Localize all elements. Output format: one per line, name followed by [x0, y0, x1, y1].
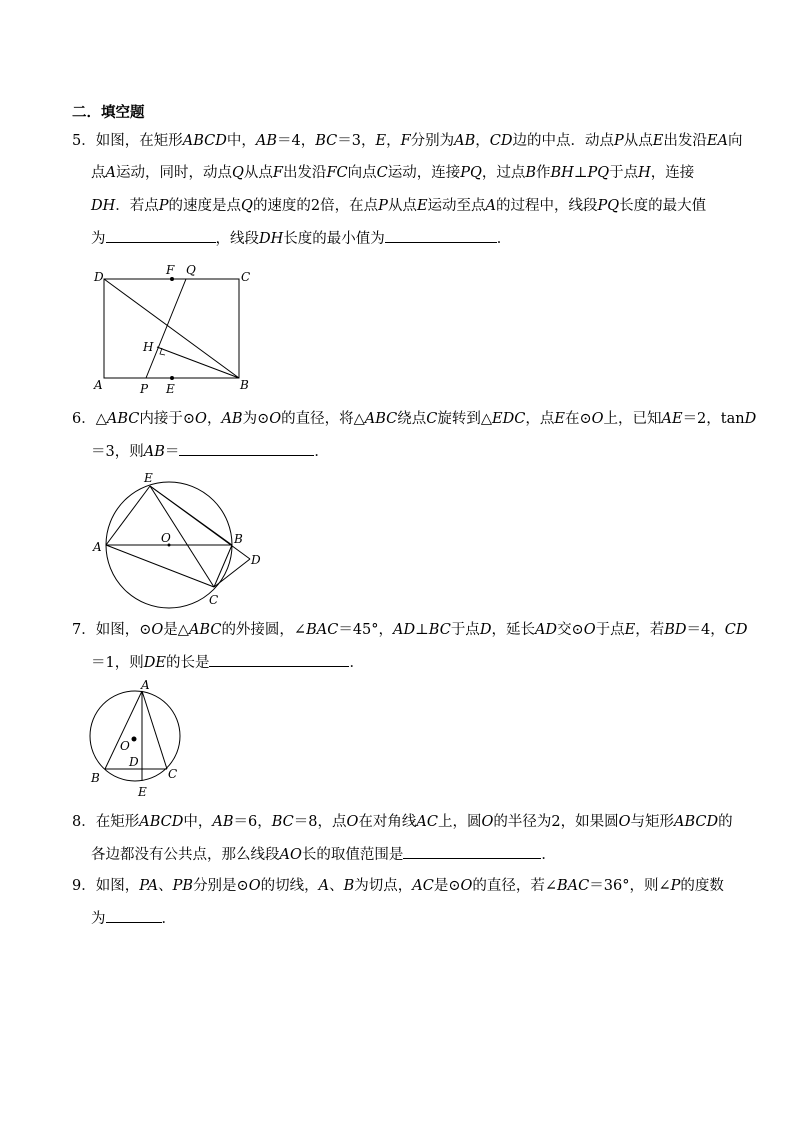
point-f-dot [170, 277, 174, 281]
q8-l1-s8: 在对角线 [358, 814, 417, 830]
q7-l1-s5: BAC [306, 622, 339, 638]
q7-l1-s11: D [479, 622, 492, 638]
q8-l1-s6: ＝8，点 [293, 814, 347, 830]
label-p: P [140, 382, 149, 396]
q8-l1-s3: AB [212, 814, 234, 830]
q5-l1-s4: ＝4， [277, 133, 316, 149]
q7-l1-s16: 于点 [595, 622, 625, 638]
q6-l1-s16: 在⊙ [564, 411, 592, 427]
q5-l2-s6: 出发沿 [282, 165, 327, 181]
q7-line-2 [91, 652, 364, 673]
q7-l2-s4: ． [349, 655, 364, 671]
label-a: A [93, 540, 102, 554]
q6-l1-s1: ABC [106, 411, 140, 427]
q6-line-1 [72, 409, 756, 429]
q5-l1-s11: AB [454, 133, 476, 149]
q5-l2-s18: 于点 [609, 165, 639, 181]
q5-l3-s4: Q [241, 198, 253, 214]
q6-l1-s5: AB [221, 411, 243, 427]
q5-l4-s4: 长度的最小值为 [283, 231, 385, 247]
label-d: D [251, 553, 261, 567]
q5-l2-s15: BH [550, 165, 574, 181]
q8-l1-s7: O [346, 814, 359, 830]
label-c: C [241, 270, 251, 284]
q9-l1-s10: 为切点， [354, 878, 413, 894]
q6-l1-s14: ，点 [525, 411, 555, 427]
q5-l1-s9: F [400, 133, 411, 149]
q7-l1-s1: O [151, 622, 164, 638]
segment-ac [106, 545, 214, 587]
q5-l3-s10: A [485, 198, 497, 214]
q5-l1-s18: 出发沿 [663, 133, 707, 149]
q8-number: 8． [72, 814, 96, 830]
segment-dc [214, 559, 250, 587]
label-f: F [166, 263, 175, 277]
q6-l1-s4: ， [206, 411, 222, 427]
q9-l1-s14: 的直径，若∠ [472, 878, 558, 894]
q9-l1-s7: A [318, 878, 330, 894]
q8-l1-s5: BC [271, 814, 294, 830]
label-h: H [143, 340, 154, 354]
q9-l1-s6: 的切线， [260, 878, 319, 894]
q6-l1-s11: C [426, 411, 438, 427]
q5-l2-s10: 运动，连接 [387, 165, 461, 181]
q5-answer-blank-1[interactable] [106, 228, 216, 243]
q7-l2-s1: DE [143, 655, 166, 671]
q8-l1-s4: ＝6， [233, 814, 272, 830]
q9-line-2 [91, 908, 176, 929]
q5-l3-s0: DH [91, 198, 116, 214]
q9-l1-s18: 的度数 [680, 878, 724, 894]
q5-l2-s14: 作 [536, 165, 551, 181]
label-c: C [168, 767, 178, 781]
q9-l1-s8: 、 [329, 878, 344, 894]
q6-l2-s0: ＝3，则 [91, 444, 144, 460]
q7-l1-s19: BD [664, 622, 687, 638]
q8-l1-s0: 在矩形 [95, 814, 140, 830]
q5-l1-s14: 边的中点．动点 [512, 133, 615, 149]
q9-l1-s3: PB [172, 878, 194, 894]
q8-l1-s9: AC [416, 814, 438, 830]
q7-number: 7． [72, 622, 96, 638]
q5-l4-s6: ． [496, 231, 512, 247]
q9-l1-s2: 、 [158, 878, 173, 894]
q5-l3-s5: 的速度的2倍，在点 [252, 198, 379, 214]
q5-l1-s12: ， [475, 133, 490, 149]
q5-l1-s1: ABCD [182, 133, 227, 149]
q6-l1-s21: D [744, 411, 757, 427]
q5-l4-s0: 为 [91, 231, 106, 247]
q9-answer-blank[interactable] [106, 908, 162, 923]
label-b: B [234, 532, 243, 546]
q9-line-1 [72, 876, 724, 896]
q5-l3-s12: PQ [597, 198, 620, 214]
label-b: B [240, 378, 249, 392]
q7-l1-s2: 是△ [163, 622, 189, 638]
label-o: O [161, 531, 171, 545]
q5-l3-s2: P [158, 198, 169, 214]
q9-l1-s9: B [343, 878, 355, 894]
q9-l1-s11: AC [412, 878, 434, 894]
q7-l1-s7: AD [393, 622, 416, 638]
q7-l1-s17: E [624, 622, 636, 638]
q9-l2-s0: 为 [91, 911, 106, 927]
q7-l1-s6: ＝45°， [338, 622, 394, 638]
q6-l1-s15: E [554, 411, 565, 427]
q6-l1-s3: O [195, 411, 207, 427]
q7-answer-blank[interactable] [209, 652, 349, 667]
q6-l1-s0: △ [95, 411, 107, 427]
q5-l1-s16: 从点 [623, 133, 653, 149]
q6-figure [90, 470, 270, 610]
q8-line-1 [72, 812, 733, 832]
q7-l1-s0: 如图，⊙ [95, 622, 152, 638]
q7-l1-s4: 的外接圆，∠ [221, 622, 307, 638]
q7-l1-s12: ，延长 [491, 622, 535, 638]
q7-figure [85, 678, 195, 800]
q5-l3-s6: P [378, 198, 388, 214]
q5-line-4 [91, 228, 511, 249]
q9-l1-s16: ＝36°，则∠ [589, 878, 671, 894]
q9-l1-s15: BAC [557, 878, 590, 894]
q6-l1-s2: 内接于⊙ [139, 411, 196, 427]
q7-l1-s21: CD [724, 622, 748, 638]
q5-l2-s19: H [638, 165, 651, 181]
q6-l2-s4: ． [314, 444, 329, 460]
q5-number: 5． [72, 133, 96, 149]
q6-l1-s17: O [591, 411, 604, 427]
q8-l2-s4: ． [541, 847, 556, 863]
segment-ae [106, 486, 150, 545]
q6-l1-s7: O [269, 411, 282, 427]
label-c: C [209, 593, 219, 607]
q5-l3-s13: 长度的最大值 [619, 198, 707, 214]
q5-l1-s0: 如图，在矩形 [95, 133, 183, 149]
q5-l3-s7: 从点 [387, 198, 417, 214]
q8-l1-s1: ABCD [139, 814, 184, 830]
q5-l1-s10: 分别为 [410, 133, 455, 149]
q9-number: 9． [72, 878, 96, 894]
q5-l1-s3: AB [255, 133, 277, 149]
q5-l1-s5: BC [315, 133, 338, 149]
q7-l1-s3: ABC [188, 622, 222, 638]
label-e: E [166, 382, 175, 396]
q8-l1-s12: 的半径为2，如果圆 [493, 814, 619, 830]
q8-line-2 [91, 844, 556, 865]
q6-l1-s13: EDC [492, 411, 526, 427]
q9-l1-s17: P [670, 878, 681, 894]
q7-l1-s13: AD [534, 622, 558, 638]
q9-l1-s12: 是⊙ [433, 878, 461, 894]
q5-l3-s1: ．若点 [115, 198, 159, 214]
q7-l1-s8: ⊥ [415, 622, 429, 638]
q7-l2-s2: 的长是 [165, 655, 210, 671]
q5-line-1 [72, 131, 742, 151]
q7-l1-s20: ＝4， [686, 622, 725, 638]
q5-line-3 [91, 196, 706, 216]
q9-l1-s5: O [248, 878, 261, 894]
label-d: D [129, 755, 139, 769]
q5-l2-s2: 运动，同时，动点 [115, 165, 232, 181]
q8-answer-blank[interactable] [403, 844, 541, 859]
q5-l1-s19: EA [706, 133, 728, 149]
q8-l1-s14: 与矩形 [630, 814, 674, 830]
q5-l3-s9: 运动至点 [427, 198, 486, 214]
section-heading: 二．填空题 [72, 105, 145, 121]
q5-l2-s9: C [376, 165, 388, 181]
q6-answer-blank[interactable] [179, 441, 314, 456]
q5-l1-s2: 中， [226, 133, 256, 149]
q5-l1-s15: P [614, 133, 624, 149]
q8-l1-s11: O [481, 814, 494, 830]
q6-l1-s18: 上，已知 [603, 411, 662, 427]
q5-l4-s3: DH [259, 231, 284, 247]
q5-l2-s4: 从点 [243, 165, 273, 181]
q6-l1-s10: 绕点 [397, 411, 427, 427]
q8-l1-s16: 的 [718, 814, 733, 830]
q5-l1-s13: CD [489, 133, 513, 149]
q8-l1-s15: ABCD [673, 814, 719, 830]
q5-l2-s5: F [272, 165, 283, 181]
q8-l2-s1: AO [279, 847, 302, 863]
q6-l1-s8: 的直径，将△ [281, 411, 365, 427]
q8-l2-s0: 各边都没有公共点，那么线段 [91, 847, 280, 863]
q9-l2-s2: ． [161, 911, 176, 927]
label-q: Q [186, 263, 196, 277]
segment-ed [150, 486, 250, 559]
segment-ac [142, 691, 167, 769]
label-d: D [94, 270, 104, 284]
q6-l1-s20: ＝2，tan [682, 411, 745, 427]
q5-l2-s1: A [105, 165, 116, 181]
q5-l1-s6: ＝3， [337, 133, 376, 149]
q5-l1-s8: ， [386, 133, 401, 149]
q7-l1-s10: 于点 [450, 622, 480, 638]
q9-l1-s0: 如图， [95, 878, 140, 894]
q5-l2-s13: B [525, 165, 537, 181]
q5-l2-s16: ⊥ [573, 165, 588, 181]
q5-l2-s12: ，过点 [481, 165, 526, 181]
segment-pq [146, 279, 186, 378]
q7-l2-s0: ＝1，则 [91, 655, 144, 671]
center-o-dot [132, 737, 137, 742]
q6-l1-s6: 为⊙ [242, 411, 270, 427]
label-e: E [138, 785, 147, 799]
label-b: B [91, 771, 100, 785]
q6-l2-s2: ＝ [164, 444, 180, 460]
q8-l2-s2: 长的取值范围是 [301, 847, 404, 863]
q7-l1-s9: BC [428, 622, 451, 638]
q8-l1-s2: 中， [183, 814, 213, 830]
q6-l1-s12: 旋转到△ [437, 411, 493, 427]
segment-bc [214, 545, 232, 587]
label-a: A [94, 378, 103, 392]
segment-db [104, 279, 239, 378]
q9-l1-s13: O [460, 878, 473, 894]
q5-l3-s3: 的速度是点 [168, 198, 242, 214]
q6-l1-s19: AE [661, 411, 683, 427]
q8-l1-s10: 上，圆 [437, 814, 482, 830]
q5-l4-s2: ，线段 [215, 231, 259, 247]
q5-l1-s17: E [652, 133, 664, 149]
label-e: E [144, 471, 153, 485]
q7-line-1 [72, 620, 747, 640]
q5-answer-blank-2[interactable] [385, 228, 497, 243]
q5-l2-s20: ，连接 [650, 165, 695, 181]
q5-l2-s11: PQ [460, 165, 482, 181]
q5-l1-s20: 向 [727, 133, 743, 149]
q5-line-2 [91, 163, 694, 183]
q6-number: 6． [72, 411, 96, 427]
label-o: O [120, 739, 130, 753]
q6-line-2 [91, 441, 329, 462]
q5-l3-s8: E [416, 198, 428, 214]
q9-l1-s4: 分别是⊙ [193, 878, 249, 894]
q5-l2-s0: 点 [91, 165, 106, 181]
segment-ec [150, 486, 214, 587]
q5-figure [90, 262, 260, 397]
q6-l2-s1: AB [143, 444, 165, 460]
q7-l1-s14: 交⊙ [557, 622, 584, 638]
q6-l1-s9: ABC [364, 411, 398, 427]
q5-l2-s3: Q [231, 165, 244, 181]
q7-l1-s15: O [583, 622, 596, 638]
q5-l1-s7: E [375, 133, 387, 149]
label-a: A [141, 678, 150, 692]
point-e-dot [170, 376, 174, 380]
q8-l1-s13: O [618, 814, 631, 830]
q9-l1-s1: PA [139, 878, 159, 894]
segment-bh [157, 347, 239, 378]
q5-l3-s11: 的过程中，线段 [496, 198, 598, 214]
q5-l2-s17: PQ [587, 165, 610, 181]
q7-l1-s18: ，若 [635, 622, 665, 638]
q5-l2-s7: FC [326, 165, 348, 181]
q5-l2-s8: 向点 [347, 165, 377, 181]
